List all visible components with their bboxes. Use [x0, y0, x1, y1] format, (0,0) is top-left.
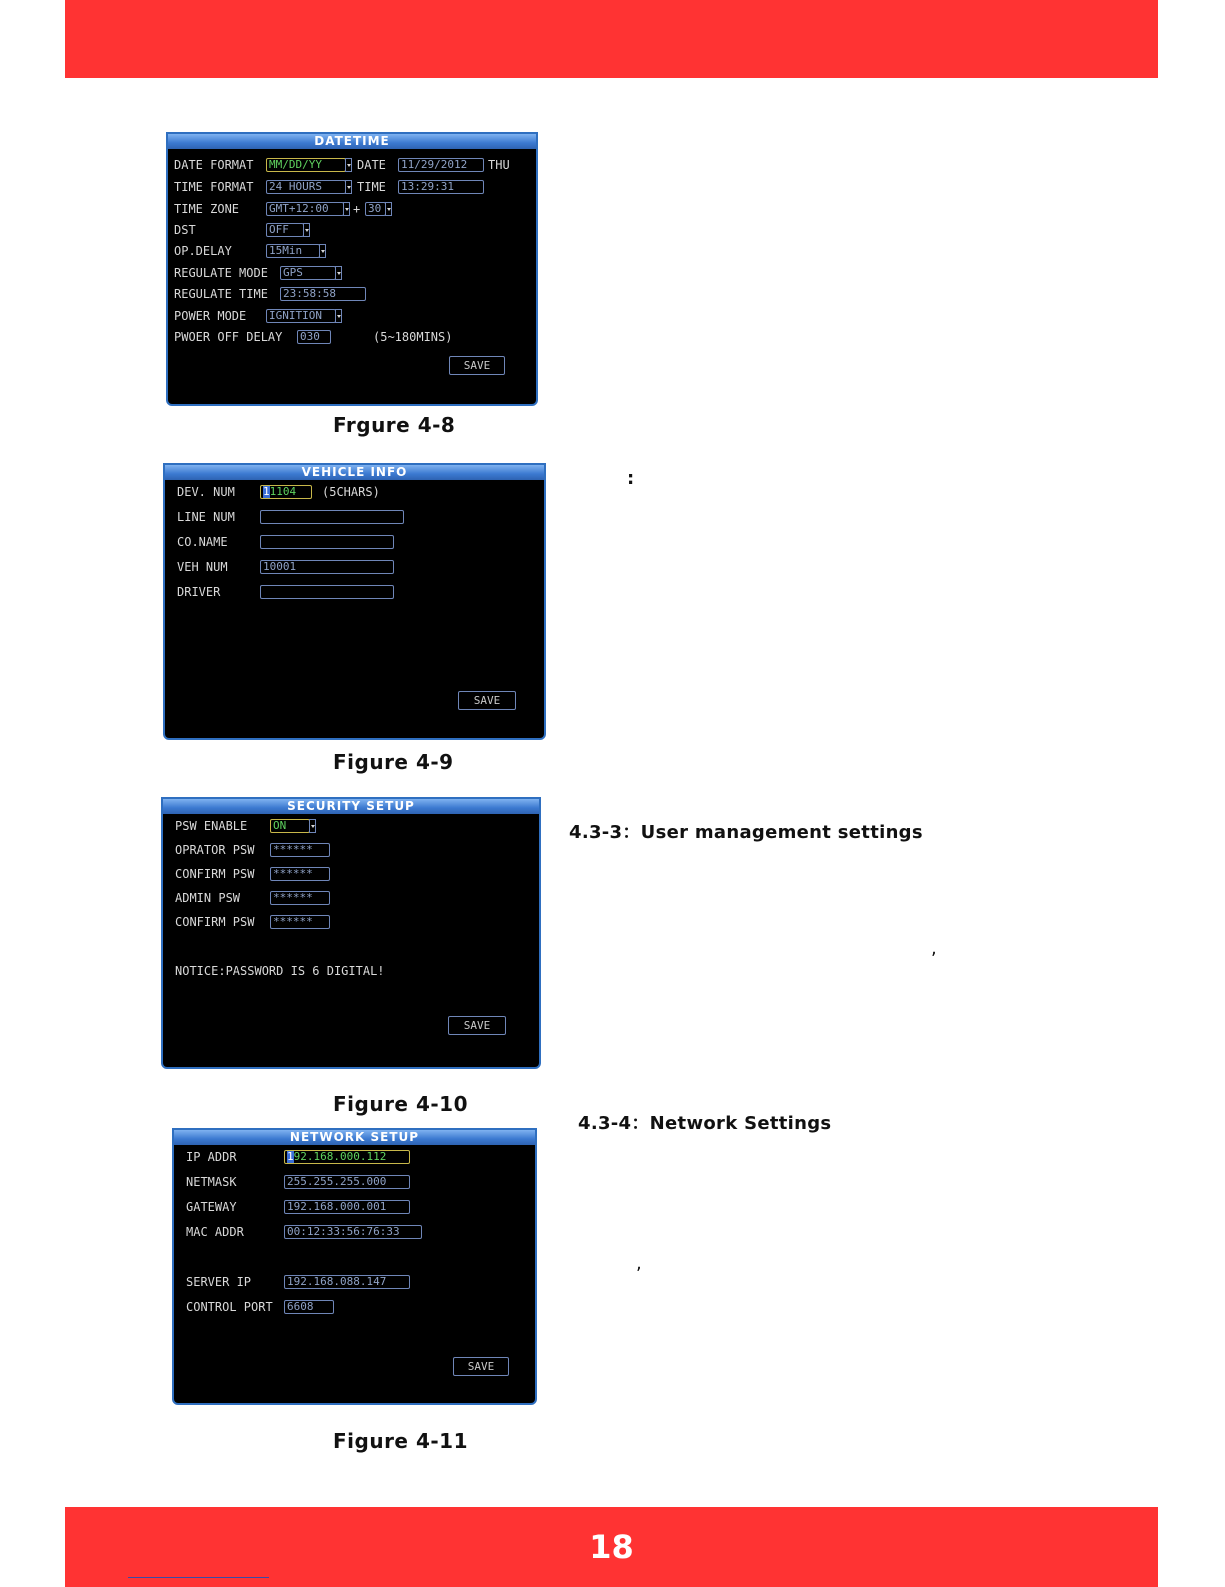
driver-field[interactable] [260, 585, 394, 599]
chevron-down-icon[interactable] [343, 202, 350, 216]
admin-psw-field[interactable]: ****** [270, 891, 330, 905]
chevron-down-icon[interactable] [345, 158, 352, 172]
chevron-down-icon[interactable] [303, 223, 310, 237]
dst-label: DST [174, 223, 196, 237]
regulate-time-label: REGULATE TIME [174, 287, 268, 301]
dev-num-label: DEV. NUM [177, 485, 235, 499]
dev-num-value: 1104 [269, 485, 297, 498]
page-number: 18 [589, 1528, 634, 1566]
figure-caption: Figure 4-11 [333, 1429, 469, 1453]
op-delay-select[interactable]: 15Min [266, 244, 320, 258]
save-button[interactable]: SAVE [449, 356, 505, 375]
confirm-admin-psw-field[interactable]: ****** [270, 915, 330, 929]
chevron-down-icon[interactable] [309, 819, 316, 833]
stray-colon: : [627, 468, 635, 489]
operator-psw-label: OPRATOR PSW [175, 843, 255, 857]
stray-comma: , [636, 1253, 642, 1274]
mac-addr-field[interactable]: 00:12:33:56:76:33 [284, 1225, 422, 1239]
screen-title: DATETIME [168, 134, 536, 149]
psw-enable-select[interactable]: ON [270, 819, 310, 833]
password-notice: NOTICE:PASSWORD IS 6 DIGITAL! [175, 964, 385, 978]
time-format-label: TIME FORMAT [174, 180, 254, 194]
header-banner [65, 0, 1158, 78]
security-setup-screen [161, 797, 541, 1069]
mac-addr-label: MAC ADDR [186, 1225, 244, 1239]
ip-addr-value: 92.168.000.112 [293, 1150, 387, 1163]
save-button[interactable]: SAVE [458, 691, 516, 710]
figure-caption: Figure 4-10 [333, 1092, 469, 1116]
date-field[interactable]: 11/29/2012 [398, 158, 484, 172]
vehicle-info-screen [163, 463, 546, 740]
veh-num-label: VEH NUM [177, 560, 228, 574]
dev-num-field[interactable] [260, 485, 312, 499]
time-zone-select[interactable]: GMT+12:00 [266, 202, 344, 216]
tz-minutes-select[interactable]: 30 [365, 202, 386, 216]
chevron-down-icon[interactable] [385, 202, 392, 216]
section-heading-user-management: 4.3-3：User management settings [569, 822, 923, 843]
server-ip-field[interactable]: 192.168.088.147 [284, 1275, 410, 1289]
co-name-label: CO.NAME [177, 535, 228, 549]
screen-title: VEHICLE INFO [165, 465, 544, 480]
operator-psw-field[interactable]: ****** [270, 843, 330, 857]
psw-enable-label: PSW ENABLE [175, 819, 248, 833]
tz-plus: + [353, 202, 361, 216]
time-format-select[interactable]: 24 HOURS [266, 180, 346, 194]
screen-title: SECURITY SETUP [163, 799, 539, 814]
datetime-screen [166, 132, 538, 406]
netmask-field[interactable]: 255.255.255.000 [284, 1175, 410, 1189]
power-mode-select[interactable]: IGNITION [266, 309, 336, 323]
regulate-mode-select[interactable]: GPS [280, 266, 336, 280]
date-format-label: DATE FORMAT [174, 158, 254, 172]
save-button[interactable]: SAVE [448, 1016, 506, 1035]
line-num-field[interactable] [260, 510, 404, 524]
co-name-field[interactable] [260, 535, 394, 549]
confirm-admin-psw-label: CONFIRM PSW [175, 915, 255, 929]
power-off-range: (5~180MINS) [373, 330, 453, 344]
veh-num-field[interactable]: 10001 [260, 560, 394, 574]
footer-link-underline [128, 1577, 269, 1578]
figure-caption: Figure 4-9 [333, 750, 454, 774]
weekday-label: THU [488, 158, 510, 172]
power-off-delay-label: PWOER OFF DELAY [174, 330, 283, 344]
confirm-psw-field[interactable]: ****** [270, 867, 330, 881]
ip-addr-label: IP ADDR [186, 1150, 237, 1164]
date-label: DATE [357, 158, 386, 172]
date-format-select[interactable]: MM/DD/YY [266, 158, 346, 172]
driver-label: DRIVER [177, 585, 221, 599]
admin-psw-label: ADMIN PSW [175, 891, 241, 905]
control-port-field[interactable]: 6608 [284, 1300, 334, 1314]
text-cursor: 1 [287, 1150, 294, 1163]
regulate-mode-label: REGULATE MODE [174, 266, 268, 280]
gateway-label: GATEWAY [186, 1200, 237, 1214]
op-delay-label: OP.DELAY [174, 244, 232, 258]
time-zone-label: TIME ZONE [174, 202, 240, 216]
screen-title: NETWORK SETUP [174, 1130, 535, 1145]
line-num-label: LINE NUM [177, 510, 235, 524]
stray-comma: , [931, 938, 937, 959]
confirm-psw-label: CONFIRM PSW [175, 867, 255, 881]
ip-addr-field[interactable] [284, 1150, 410, 1164]
time-field[interactable]: 13:29:31 [398, 180, 484, 194]
dev-num-hint: (5CHARS) [322, 485, 380, 499]
power-mode-label: POWER MODE [174, 309, 247, 323]
save-button[interactable]: SAVE [453, 1357, 509, 1376]
section-heading-network: 4.3-4：Network Settings [578, 1113, 832, 1134]
figure-caption: Frgure 4-8 [333, 413, 456, 437]
network-setup-screen [172, 1128, 537, 1405]
dst-select[interactable]: OFF [266, 223, 304, 237]
chevron-down-icon[interactable] [335, 266, 342, 280]
chevron-down-icon[interactable] [335, 309, 342, 323]
chevron-down-icon[interactable] [319, 244, 326, 258]
text-cursor: 1 [263, 485, 270, 498]
regulate-time-field[interactable]: 23:58:58 [280, 287, 366, 301]
control-port-label: CONTROL PORT [186, 1300, 273, 1314]
time-label: TIME [357, 180, 386, 194]
power-off-delay-field[interactable]: 030 [297, 330, 331, 344]
server-ip-label: SERVER IP [186, 1275, 252, 1289]
netmask-label: NETMASK [186, 1175, 237, 1189]
gateway-field[interactable]: 192.168.000.001 [284, 1200, 410, 1214]
chevron-down-icon[interactable] [345, 180, 352, 194]
footer-banner [65, 1507, 1158, 1587]
